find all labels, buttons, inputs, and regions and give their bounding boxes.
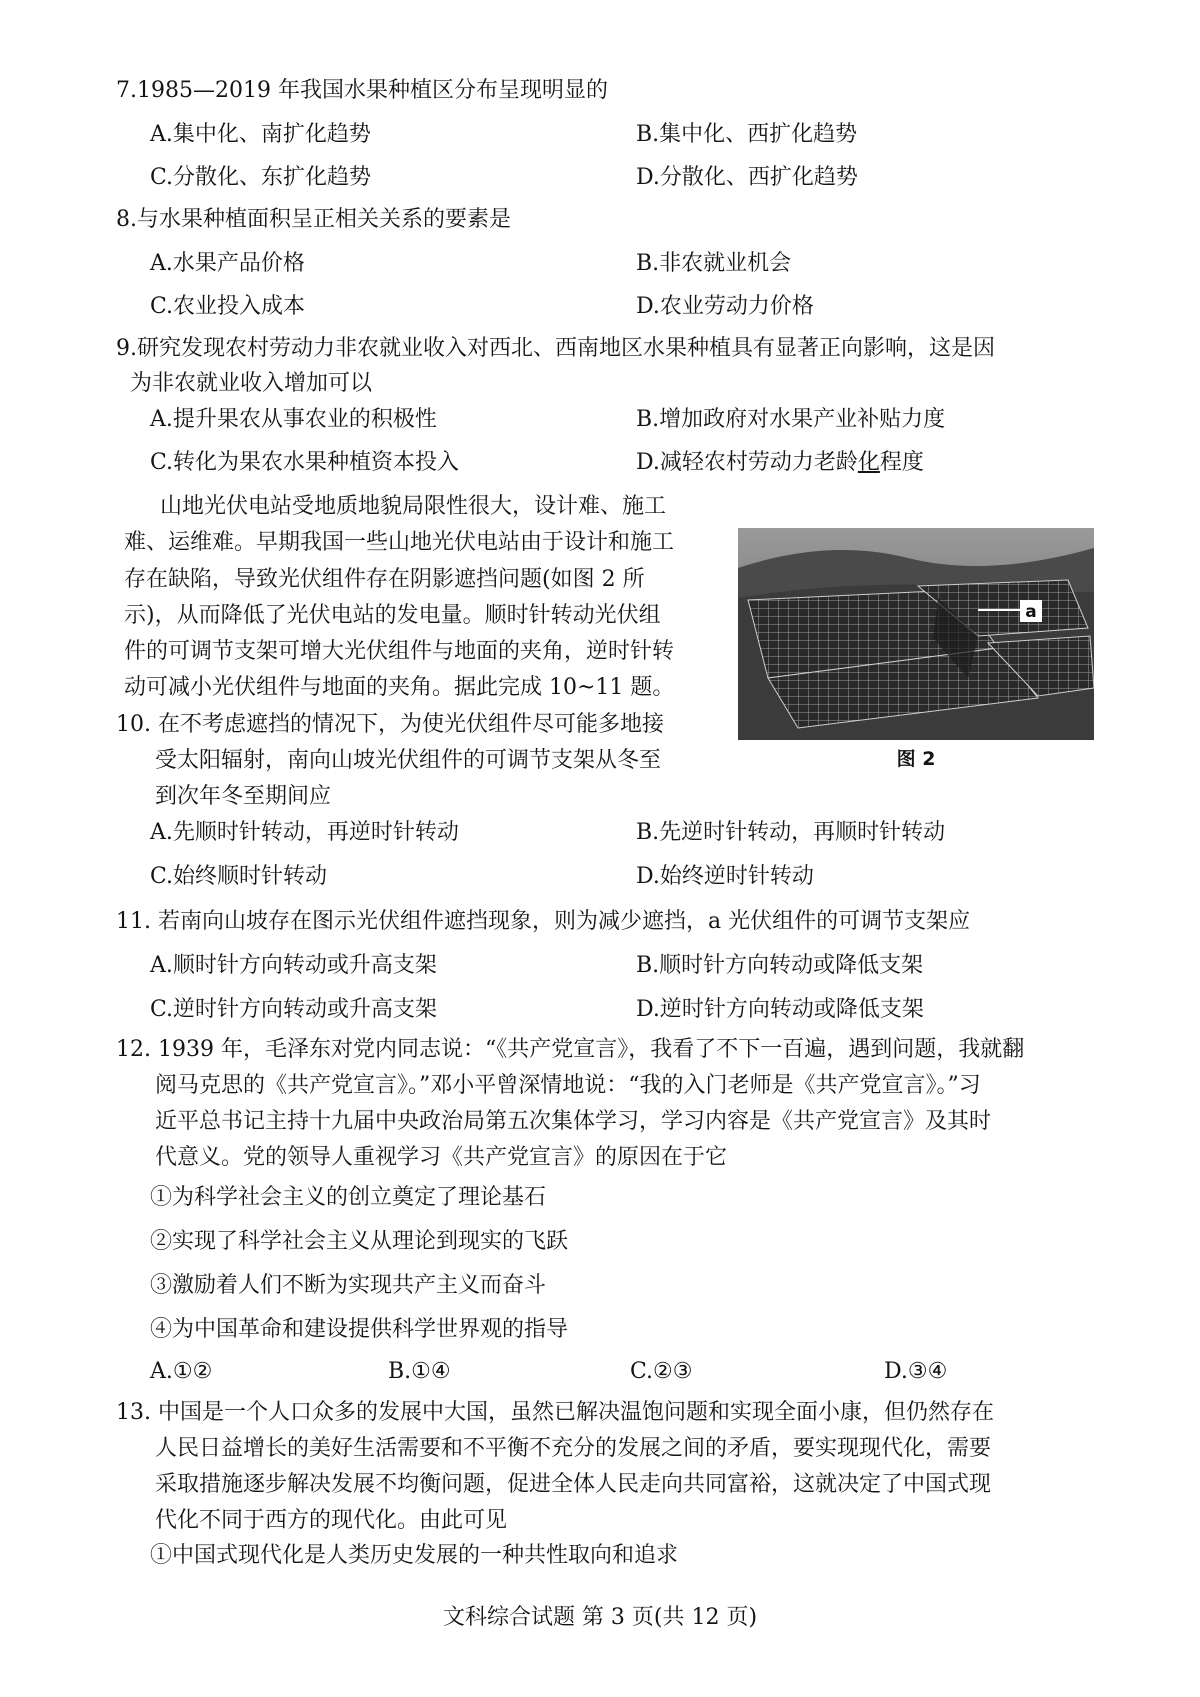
q9-option-c: C.转化为果农水果种植资本投入 [150,450,460,475]
passage-line-5: 件的可调节支架可增大光伏组件与地面的夹角，逆时针转 [124,639,675,664]
q12-choice-a: A.①② [150,1359,213,1384]
q9-stem-line1: 9.研究发现农村劳动力非农就业收入对西北、西南地区水果种植具有显著正向影响，这是因 [116,336,995,361]
q10-stem-line3: 到次年冬至期间应 [155,784,332,809]
q10-option-a: A.先顺时针转动，再逆时针转动 [150,820,459,845]
q7-stem: 7.1985—2019 年我国水果种植区分布呈现明显的 [116,78,608,103]
q8-option-a: A.水果产品价格 [150,251,305,276]
q9-option-a: A.提升果农从事农业的积极性 [150,407,437,432]
page-footer: 文科综合试题 第 3 页(共 12 页) [442,1605,758,1630]
q10-option-b: B.先逆时针转动，再顺时针转动 [636,820,946,845]
q7-option-c: C.分散化、东扩化趋势 [150,165,372,190]
figure-caption: 图 2 [896,748,936,770]
marker-a-label: a [1025,602,1037,622]
q9-option-d-underlined: 化 [857,450,880,475]
q9-stem-line2: 为非农就业收入增加可以 [130,371,373,396]
q8-option-b: B.非农就业机会 [636,251,792,276]
passage-line-2: 难、运维难。早期我国一些山地光伏电站由于设计和施工 [124,530,675,555]
q12-stem-line4: 代意义。党的领导人重视学习《共产党宣言》的原因在于它 [155,1145,728,1170]
q12-stem-line2: 阅马克思的《共产党宣言》。”邓小平曾深情地说：“我的入门老师是《共产党宣言》。”习 [155,1073,981,1098]
q10-stem-line1: 10. 在不考虑遮挡的情况下，为使光伏组件尽可能多地接 [116,712,664,737]
q13-stem-line2: 人民日益增长的美好生活需要和不平衡不充分的发展之间的矛盾，要实现现代化，需要 [155,1436,992,1461]
passage-line-6: 动可减小光伏组件与地面的夹角。据此完成 10~11 题。 [124,675,675,700]
q11-option-b: B.顺时针方向转动或降低支架 [636,953,924,978]
q10-option-d: D.始终逆时针转动 [636,864,814,889]
solar-panel-photo [738,528,1094,740]
q13-stem-line4: 代化不同于西方的现代化。由此可见 [155,1508,508,1533]
passage-line-1: 山地光伏电站受地质地貌局限性很大，设计难、施工 [160,494,667,519]
q7-option-a: A.集中化、南扩化趋势 [150,122,371,147]
q12-choice-d: D.③④ [884,1359,948,1384]
q13-stem-line1: 13. 中国是一个人口众多的发展中大国，虽然已解决温饱问题和实现全面小康，但仍然存在 [116,1400,994,1425]
q12-choice-b: B.①④ [388,1359,451,1384]
q10-stem-line2: 受太阳辐射，南向山坡光伏组件的可调节支架从冬至 [155,748,662,773]
q12-statement-2: ②实现了科学社会主义从理论到现实的飞跃 [150,1229,569,1254]
q8-stem: 8.与水果种植面积呈正相关关系的要素是 [116,207,511,232]
q12-statement-3: ③激励着人们不断为实现共产主义而奋斗 [150,1273,547,1298]
q11-option-c: C.逆时针方向转动或升高支架 [150,997,438,1022]
q12-stem-line3: 近平总书记主持十九届中央政治局第五次集体学习，学习内容是《共产党宣言》及其时 [155,1109,992,1134]
q7-option-b: B.集中化、西扩化趋势 [636,122,858,147]
q8-option-c: C.农业投入成本 [150,294,306,319]
q12-statement-4: ④为中国革命和建设提供科学世界观的指导 [150,1317,569,1342]
q13-stem-line3: 采取措施逐步解决发展不均衡问题，促进全体人民走向共同富裕，这就决定了中国式现 [155,1472,992,1497]
q8-option-d: D.农业劳动力价格 [636,294,814,319]
q7-option-d: D.分散化、西扩化趋势 [636,165,858,190]
passage-line-4: 示)，从而降低了光伏电站的发电量。顺时针转动光伏组 [124,603,661,628]
q11-option-d: D.逆时针方向转动或降低支架 [636,997,924,1022]
q11-stem: 11. 若南向山坡存在图示光伏组件遮挡现象，则为减少遮挡，a 光伏组件的可调节支架应 [116,909,971,934]
q9-option-b: B.增加政府对水果产业补贴力度 [636,407,946,432]
q12-statement-1: ①为科学社会主义的创立奠定了理论基石 [150,1185,547,1210]
q12-stem-line1: 12. 1939 年，毛泽东对党内同志说：“《共产党宣言》，我看了不下一百遍，遇到问题，我就翻 [116,1037,1025,1062]
q9-option-d: D.减轻农村劳动力老龄化程度 [636,450,924,475]
q13-statement-1: ①中国式现代化是人类历史发展的一种共性取向和追求 [150,1543,679,1568]
q11-option-a: A.顺时针方向转动或升高支架 [150,953,437,978]
q12-choice-c: C.②③ [630,1359,693,1384]
passage-line-3: 存在缺陷，导致光伏组件存在阴影遮挡问题(如图 2 所 [124,567,645,592]
q10-option-c: C.始终顺时针转动 [150,864,328,889]
